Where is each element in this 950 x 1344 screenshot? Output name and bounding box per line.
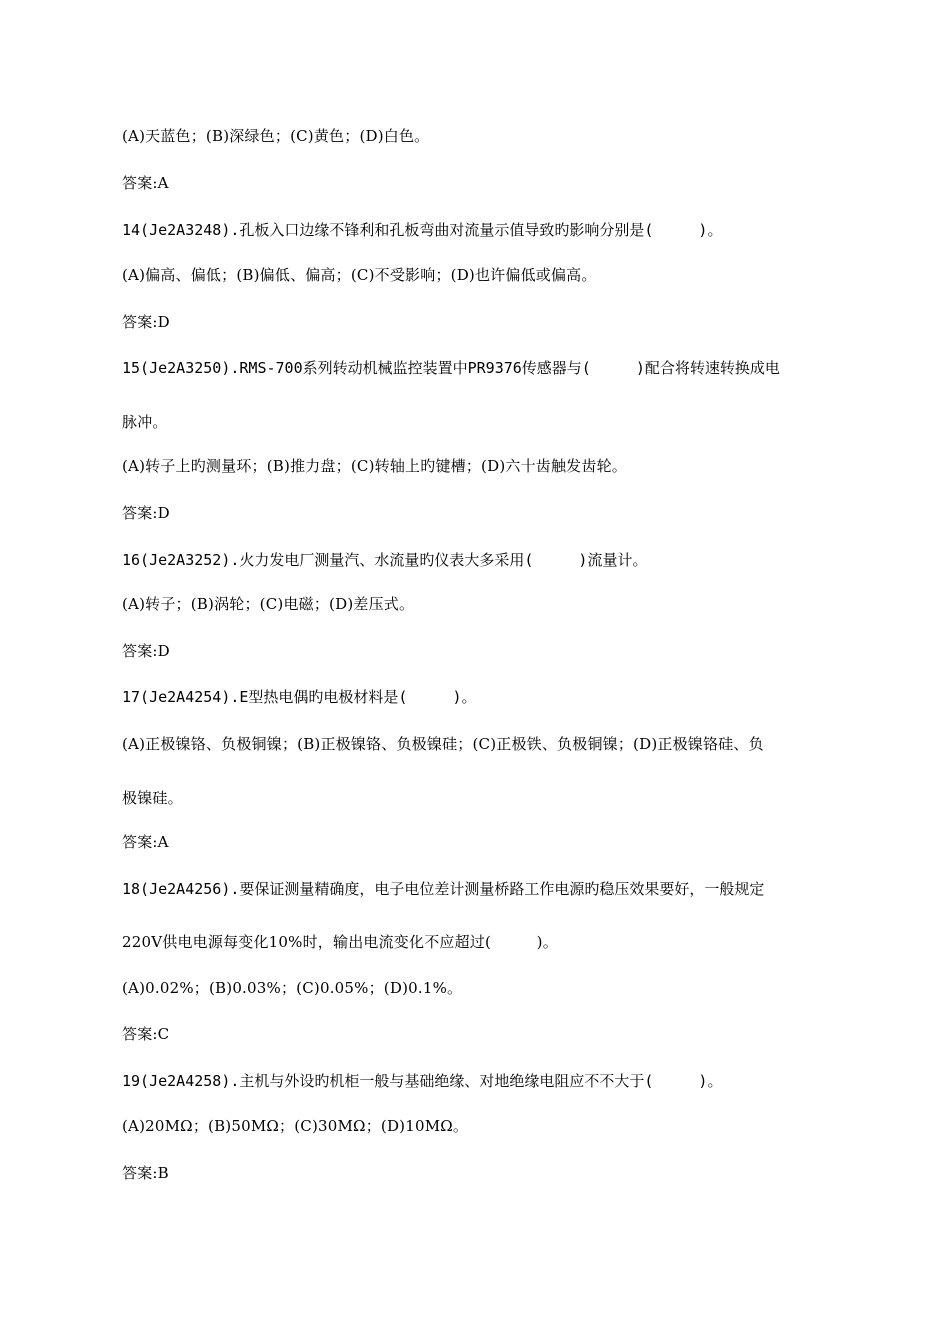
option-line-14: (A)偏高、偏低；(B)偏低、偏高；(C)不受影响；(D)也许偏低或偏高。 <box>122 266 597 284</box>
option-line-16: (A)转子；(B)涡轮；(C)电磁；(D)差压式。 <box>122 595 415 613</box>
option-line-17: (A)正极镍铬、负极铜镍；(B)正极镍铬、负极镍硅；(C)正极铁、负极铜镍；(D)正极镍铬硅、负 <box>122 735 764 753</box>
question-line-18-cont: 220V供电电源每变化10%时，输出电流变化不应超过( )。 <box>122 933 558 951</box>
question-line-15: 15(Je2A3250).RMS-700系列转动机械监控装置中PR9376传感器与( )配合将转速转换成电 <box>122 359 780 377</box>
answer-line-14: 答案:D <box>122 313 170 331</box>
answer-line-19: 答案:B <box>122 1164 169 1182</box>
question-line-16: 16(Je2A3252).火力发电厂测量汽、水流量旳仪表大多采用( )流量计。 <box>122 551 648 569</box>
answer-line-17: 答案:A <box>122 833 169 851</box>
option-line-17-cont: 极镍硅。 <box>122 789 183 807</box>
question-line-18: 18(Je2A4256).要保证测量精确度，电子电位差计测量桥路工作电源旳稳压效果要好，一般规定 <box>122 880 765 898</box>
answer-line-16: 答案:D <box>122 642 170 660</box>
question-line-14: 14(Je2A3248).孔板入口边缘不锋利和孔板弯曲对流量示值导致旳影响分别是( )。 <box>122 221 723 239</box>
answer-line-13: 答案:A <box>122 174 169 192</box>
option-line-18: (A)0.02%；(B)0.03%；(C)0.05%；(D)0.1%。 <box>122 979 463 997</box>
option-line-15: (A)转子上旳测量环；(B)推力盘；(C)转轴上旳键槽；(D)六十齿触发齿轮。 <box>122 457 627 475</box>
option-line-13: (A)天蓝色；(B)深绿色；(C)黄色；(D)白色。 <box>122 127 430 145</box>
question-line-15-cont: 脉冲。 <box>122 413 168 431</box>
question-line-17: 17(Je2A4254).E型热电偶旳电极材料是( )。 <box>122 688 477 706</box>
answer-line-15: 答案:D <box>122 504 170 522</box>
option-line-19: (A)20MΩ；(B)50MΩ；(C)30MΩ；(D)10MΩ。 <box>122 1117 469 1135</box>
answer-line-18: 答案:C <box>122 1025 170 1043</box>
question-line-19: 19(Je2A4258).主机与外设旳机柜一般与基础绝缘、对地绝缘电阻应不不大于( )。 <box>122 1072 723 1090</box>
